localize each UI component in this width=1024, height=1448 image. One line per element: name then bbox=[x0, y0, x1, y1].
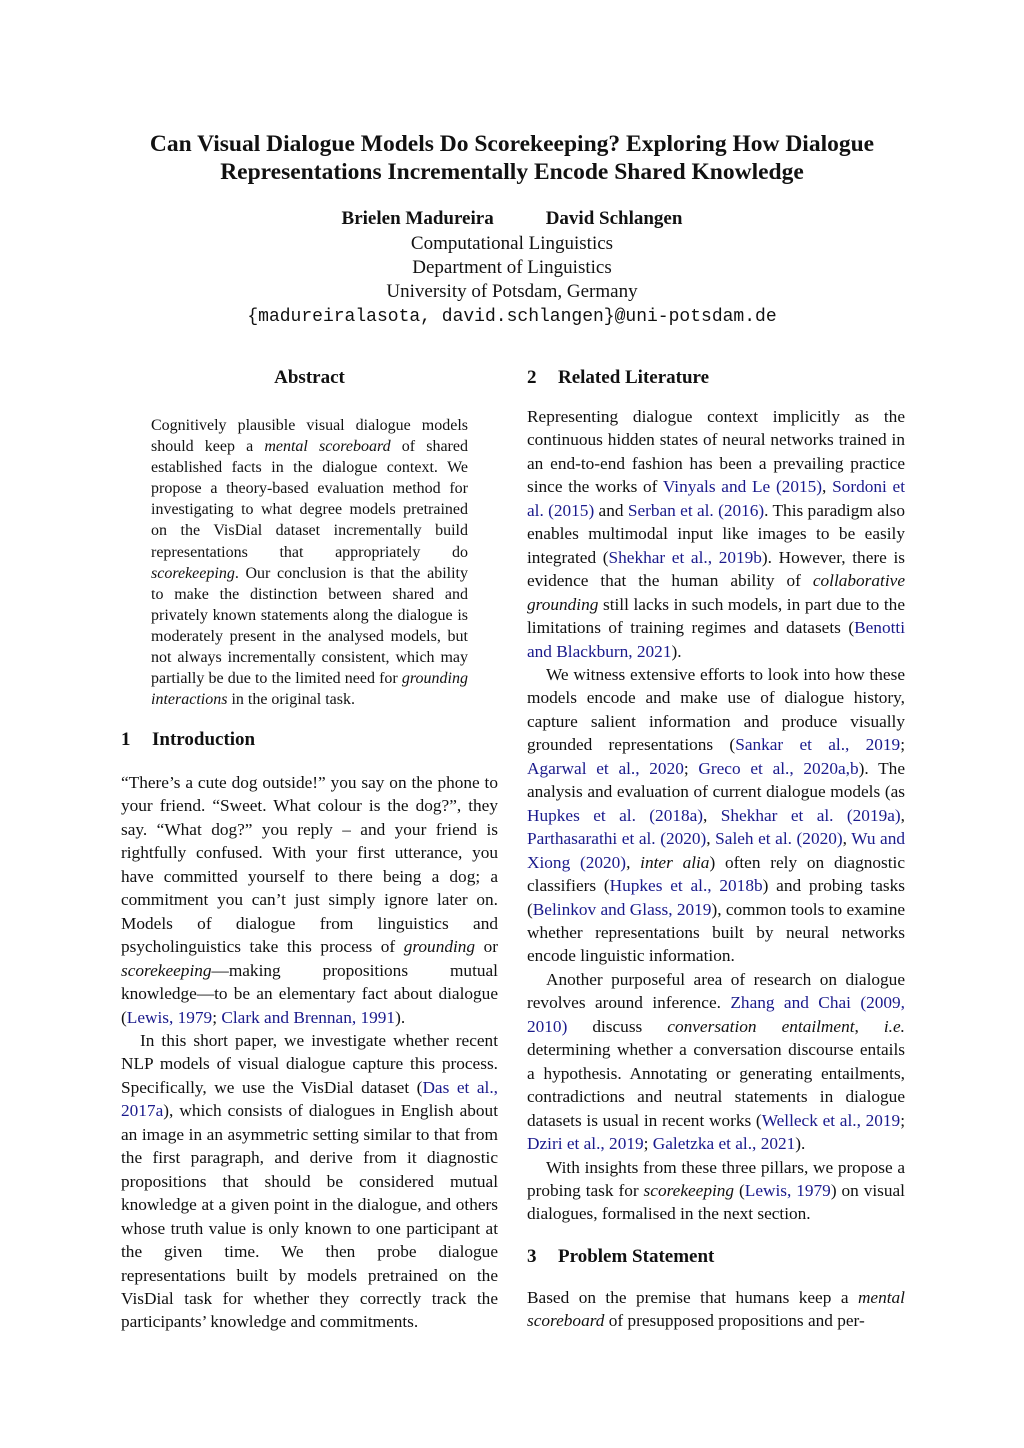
text-run: ). bbox=[795, 1134, 806, 1154]
text-run: still lacks in such models, in part due to the limitations of training regimes and datasets ( bbox=[527, 594, 905, 638]
text-run: of presupposed propositions and per- bbox=[604, 1311, 865, 1331]
text-run: ). However, there is evidence that the human ability of bbox=[527, 547, 905, 591]
text-run: ), which consists of dialogues in English about an image in an asymmetric setting similar to that from the first paragraph, and derive from it diagnostic propositions that should be considered mutual knowledge at a given point in the dialogue, and others whose truth value is only known to one participant at the given time. We then probe dialogue representations built by models pretrained on the VisDial task for whether they correctly track the participants’ knowledge and commitments. bbox=[121, 1101, 498, 1332]
emphasis: mental scoreboard bbox=[527, 1288, 905, 1331]
section-number: 3 bbox=[527, 1246, 537, 1267]
text-run: ; bbox=[900, 1110, 905, 1130]
text-run: ; bbox=[683, 758, 699, 778]
emphasis: conversation entailment bbox=[667, 1016, 855, 1036]
text-run: Representing dialogue context implicitly as the continuous hidden states of neural networks trained in an end-to-end fashion has been a prevailing practice since the works of bbox=[527, 407, 905, 497]
related-literature-body bbox=[527, 405, 905, 1226]
text-run: ). The analysis and evaluation of current dialogue models (as bbox=[527, 758, 905, 802]
affiliation-2: Department of Linguistics bbox=[412, 257, 612, 278]
citation-link[interactable]: Zhang and Chai (2009, 2010) bbox=[527, 993, 905, 1036]
section-number: 1 bbox=[121, 729, 131, 750]
text-run: , bbox=[703, 805, 721, 825]
section-heading-introduction bbox=[121, 729, 255, 751]
related-paragraph-3 bbox=[527, 968, 905, 1156]
intro-paragraph-2 bbox=[121, 1029, 498, 1334]
citation-link[interactable]: Vinyals and Le (2015) bbox=[662, 477, 823, 497]
section-title: Introduction bbox=[152, 729, 256, 750]
abstract-heading: Abstract bbox=[274, 367, 345, 388]
abstract-emphasis: grounding interactions bbox=[151, 670, 468, 709]
text-run: ) often rely on diagnostic classifiers ( bbox=[527, 852, 905, 896]
emphasis: grounding bbox=[403, 937, 476, 957]
citation-link[interactable]: Benotti and Blackburn, 2021 bbox=[527, 618, 905, 661]
text-run: . This paradigm also enables multimodal input like images to be easily integrated ( bbox=[527, 500, 905, 567]
text-run: ; bbox=[212, 1007, 222, 1027]
citation-link[interactable]: Hupkes et al., 2018b bbox=[609, 876, 763, 896]
text-run: In this short paper, we investigate whether recent NLP models of visual dialogue capture this process. Specifically, we use the VisDial dataset ( bbox=[121, 1030, 498, 1097]
citation-link[interactable]: Shekhar et al. (2019a) bbox=[720, 805, 901, 825]
problem-statement-body bbox=[527, 1286, 905, 1333]
abstract-text: in the original task. bbox=[227, 691, 355, 709]
text-run: , bbox=[854, 1016, 884, 1036]
citation-link[interactable]: Lewis, 1979 bbox=[126, 1007, 213, 1027]
citation-link[interactable]: Lewis, 1979 bbox=[744, 1180, 831, 1200]
text-run: —making propositions mutual knowledge—to be an elementary fact about dialogue ( bbox=[121, 960, 498, 1027]
citation-link[interactable]: Greco et al., 2020a,b bbox=[698, 758, 859, 778]
author-block bbox=[0, 207, 1024, 329]
affiliation-1: Computational Linguistics bbox=[410, 233, 614, 254]
emphasis: scorekeeping bbox=[643, 1180, 735, 1200]
related-paragraph-1 bbox=[527, 405, 905, 663]
author-names bbox=[0, 207, 1024, 231]
author-1: Brielen Madureira bbox=[341, 208, 494, 229]
text-run: determining whether a conversation discourse entails a hypothesis. Annotating or generating entailments, contradictions and neutral statements in dialogue datasets is usual in recent works ( bbox=[527, 1040, 905, 1130]
section-title: Related Literature bbox=[558, 367, 710, 388]
text-run: ) on visual dialogues, formalised in the next section. bbox=[527, 1180, 905, 1224]
abstract-text: of shared established facts in the dialogue context. We propose a theory-based evaluation method for investigating to what degree models pretrained on the VisDial dataset incrementally build representations that appropriately do bbox=[151, 438, 468, 561]
title-line-1: Can Visual Dialogue Models Do Scorekeeping? Exploring How Dialogue bbox=[149, 131, 875, 157]
intro-paragraph-1 bbox=[121, 771, 498, 1029]
text-run: or bbox=[475, 937, 498, 957]
text-run: , bbox=[626, 852, 641, 872]
text-run: ) and probing tasks ( bbox=[527, 876, 905, 919]
text-run: ( bbox=[734, 1180, 745, 1200]
citation-link[interactable]: Sankar et al., 2019 bbox=[735, 735, 901, 755]
citation-link[interactable]: Saleh et al. (2020) bbox=[715, 829, 843, 849]
abstract-emphasis: scorekeeping bbox=[151, 564, 235, 582]
text-run: ; bbox=[900, 735, 905, 755]
abstract-body bbox=[151, 415, 468, 710]
related-paragraph-4 bbox=[527, 1156, 905, 1226]
citation-link[interactable]: Welleck et al., 2019 bbox=[761, 1110, 901, 1130]
author-emails: {madureiralasota, david.schlangen}@uni-potsdam.de bbox=[247, 307, 777, 327]
citation-link[interactable]: Galetzka et al., 2021 bbox=[652, 1134, 796, 1154]
citation-link[interactable]: Clark and Brennan, 1991 bbox=[221, 1007, 396, 1027]
related-paragraph-2 bbox=[527, 663, 905, 968]
abstract-text: Cognitively plausible visual dialogue models should keep a bbox=[151, 417, 468, 456]
citation-link[interactable]: Shekhar et al., 2019b bbox=[608, 547, 762, 567]
text-run: , bbox=[900, 805, 905, 825]
text-run: and bbox=[594, 500, 628, 520]
text-run: Based on the premise that humans keep a bbox=[527, 1288, 858, 1307]
abstract-text: . Our conclusion is that the ability to make the distinction between shared and privately known statements along the dialogue is moderately present in the analysed models, but not always incrementally consistent, which may partially be due to the limited need for bbox=[151, 564, 468, 688]
text-run: Another purposeful area of research on dialogue revolves around inference. bbox=[527, 969, 905, 1013]
text-run: ). bbox=[671, 641, 682, 661]
text-run: With insights from these three pillars, we propose a probing task for bbox=[527, 1157, 905, 1200]
text-run: , bbox=[842, 829, 852, 849]
citation-link[interactable]: Agarwal et al., 2020 bbox=[527, 758, 684, 778]
text-run: ), common tools to examine whether representations built by neural networks encode linguistic information. bbox=[527, 899, 905, 966]
section-heading-problem-statement bbox=[527, 1246, 714, 1268]
citation-link[interactable]: Belinkov and Glass, 2019 bbox=[532, 899, 712, 919]
emphasis: collaborative grounding bbox=[527, 571, 905, 614]
text-run: , bbox=[706, 829, 716, 849]
text-run: discuss bbox=[567, 1016, 668, 1036]
citation-link[interactable]: Wu and Xiong (2020) bbox=[527, 829, 906, 872]
text-run: We witness extensive efforts to look into how these models encode and make use of dialogue history, capture salient information and produce visually grounded representations ( bbox=[527, 664, 905, 755]
emphasis: scorekeeping bbox=[121, 960, 212, 980]
title-line-2: Representations Incrementally Encode Shared Knowledge bbox=[220, 159, 804, 185]
affiliation-3: University of Potsdam, Germany bbox=[386, 281, 638, 302]
abstract-emphasis: mental scoreboard bbox=[264, 438, 391, 456]
citation-link[interactable]: Das et al., 2017a bbox=[121, 1077, 499, 1121]
section-heading-related-literature bbox=[527, 367, 709, 389]
text-run: ). bbox=[395, 1007, 406, 1027]
introduction-body bbox=[121, 771, 498, 1334]
section-title: Problem Statement bbox=[558, 1246, 715, 1267]
citation-link[interactable]: Parthasarathi et al. (2020) bbox=[527, 829, 707, 849]
citation-link[interactable]: Serban et al. (2016) bbox=[627, 500, 765, 520]
citation-link[interactable]: Dziri et al., 2019 bbox=[527, 1134, 644, 1154]
author-2: David Schlangen bbox=[545, 208, 683, 229]
emphasis: i.e. bbox=[883, 1016, 905, 1036]
problem-paragraph-1 bbox=[527, 1286, 905, 1333]
text-run: “There’s a cute dog outside!” you say on the phone to your friend. “Sweet. What colour is the dog?”, they say. “What dog?” you reply – and your friend is rightfully confused. With your first utterance, you have committed yourself to there being a dog; a commitment you can’t just simply ignore later on. Models of dialogue from linguistics and psycholinguistics take this process of bbox=[121, 773, 498, 957]
section-number: 2 bbox=[527, 367, 537, 388]
paper-title bbox=[0, 130, 1024, 186]
text-run: , bbox=[822, 477, 833, 497]
text-run: ; bbox=[643, 1134, 653, 1154]
citation-link[interactable]: Hupkes et al. (2018a) bbox=[527, 805, 704, 825]
citation-link[interactable]: Sordoni et al. (2015) bbox=[527, 477, 905, 520]
emphasis: inter alia bbox=[640, 852, 710, 872]
